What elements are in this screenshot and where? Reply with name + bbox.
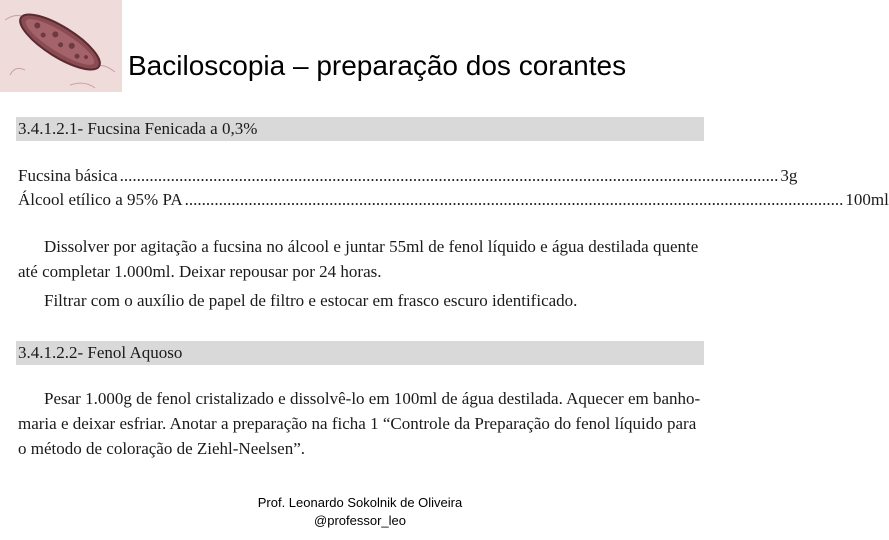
- fucsina-instructions: [18, 234, 704, 313]
- fenol-instructions: [18, 386, 704, 461]
- dot-leader: ...........................................................................................................................................................: [184, 190, 844, 209]
- micrograph-drawing: [0, 0, 122, 92]
- footer-handle: @professor_leo: [314, 513, 406, 528]
- section-heading-fucsina: 3.4.1.2.1- Fucsina Fenicada a 0,3%: [16, 117, 704, 141]
- slide-title: Baciloscopia – preparação dos corantes: [128, 50, 627, 81]
- section-heading-fenol: 3.4.1.2.2- Fenol Aquoso: [16, 341, 704, 365]
- ingredient-quantity: 100ml: [845, 190, 889, 209]
- ingredient-name: Álcool etílico a 95% PA: [18, 190, 183, 209]
- footer-author: Prof. Leonardo Sokolnik de Oliveira: [257, 495, 463, 510]
- ingredient-list: [18, 164, 889, 212]
- bacillus-micrograph-icon: [0, 0, 122, 92]
- ingredient-quantity: 3g: [780, 166, 798, 185]
- ingredient-line: [18, 188, 889, 212]
- instruction-paragraph: Pesar 1.000g de fenol cristalizado e dissolvê-lo em 100ml de água destilada. Aquecer em banho-maria e deixar esfriar. Anotar a preparação na ficha 1 “Controle da Preparação do fenol líquido para o método de coloração de Ziehl-Neelsen”.: [18, 389, 701, 458]
- instruction-paragraph: Dissolver por agitação a fucsina no álcool e juntar 55ml de fenol líquido e água destilada quente até completar 1.000ml. Deixar repousar por 24 horas.: [18, 237, 699, 281]
- ingredient-name: Fucsina básica: [18, 166, 118, 185]
- ingredient-line: [18, 164, 798, 188]
- instruction-paragraph: Filtrar com o auxílio de papel de filtro e estocar em frasco escuro identificado.: [44, 291, 578, 310]
- dot-leader: ...........................................................................................................................................................: [119, 166, 779, 185]
- footer: [0, 494, 720, 530]
